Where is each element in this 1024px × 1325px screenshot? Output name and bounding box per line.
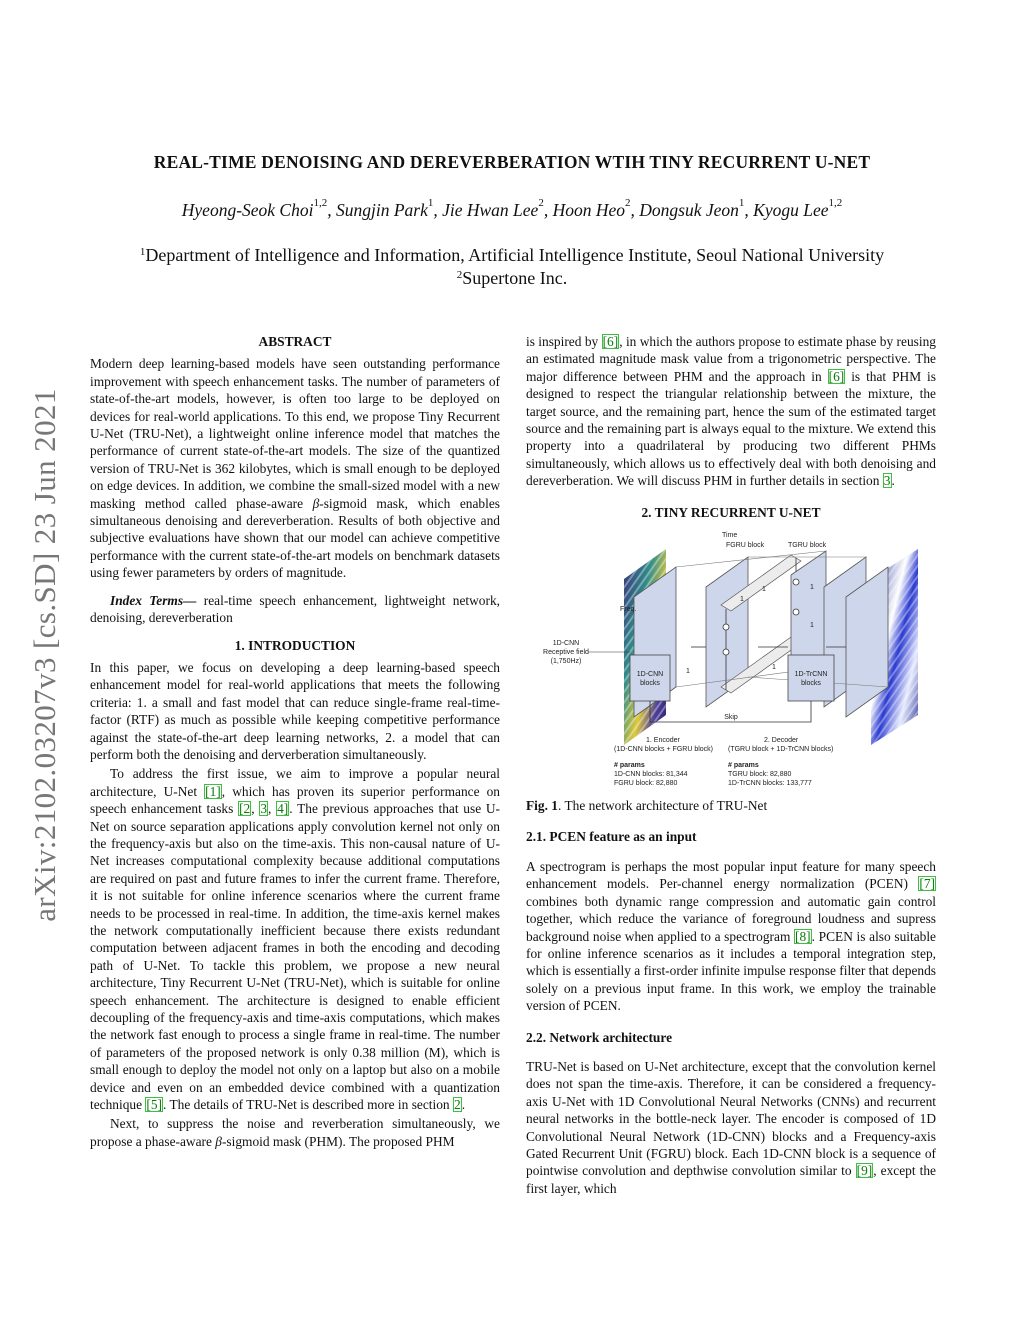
svg-text:FGRU block: 82,880: FGRU block: 82,880 bbox=[614, 780, 678, 788]
encoder-block-label: 1D-CNN bbox=[636, 671, 664, 679]
encoder-params-heading: # params bbox=[614, 762, 645, 770]
svg-text:blocks: blocks bbox=[801, 680, 821, 688]
subsection-2-1-heading: 2.1. PCEN feature as an input bbox=[526, 829, 697, 845]
network-architecture-figure bbox=[526, 527, 936, 797]
citation-link[interactable]: [6] bbox=[602, 334, 619, 349]
abstract-text: Modern deep learning-based models have seen outstanding performance improvement with speech enhancement tasks. The number of parameters of state-of-the-art models, however, is often too large to be deployed on devices for real-world applications. To this end, we propose Tiny Recurrent U-Net (TRU-Net), a lightweight online inference model that matches the performance of current state-of-the-art models. The size of the quantized version of TRU-Net is 362 kilobytes, which is small enough to be deployed on edge devices. In addition, we combine the small-sized model with a new masking method called phase-aware β-sigmoid mask, which enables simultaneous denoising and dereverberation. Results of both objective and subjective evaluations have shown that our model can achieve competitive performance with the current state-of-the-art models on benchmark datasets using fewer parameters by orders of magnitude. bbox=[90, 356, 500, 581]
encoder-label: 1. Encoder bbox=[646, 737, 680, 745]
freq-label: Freq. bbox=[620, 606, 637, 614]
fgru-label: FGRU block bbox=[726, 542, 765, 550]
left-column bbox=[90, 333, 500, 1150]
figure-caption: Fig. 1. The network architecture of TRU-Net bbox=[526, 798, 768, 814]
pcen-paragraph: A spectrogram is perhaps the most popular input feature for many speech enhancement models. Per-channel energy normalization (PCEN) [7] combines both dynamic range compression and automatic gain control together, which reduce the variance of foreground loudness and supress background noise when applied to a spectrogram [8]. PCEN is also suitable for online inference scenarios as it includes a temporal integration step, which is essentially a first-order infinite impulse response filter that depends solely on a previous input frame. In this work, we employ the trainable version of PCEN. bbox=[526, 858, 937, 1014]
subsection-2-2-heading: 2.2. Network architecture bbox=[526, 1029, 673, 1045]
author: Jie Hwan Lee bbox=[442, 200, 539, 220]
svg-text:1: 1 bbox=[740, 596, 744, 604]
skip-label: Skip bbox=[724, 714, 738, 722]
decoder-trcnn-block bbox=[788, 655, 834, 701]
svg-text:1D-CNN blocks: 81,344: 1D-CNN blocks: 81,344 bbox=[614, 771, 688, 779]
affiliation-2: $^2$Supertone Inc. bbox=[456, 268, 568, 288]
receptive-field-label: 1D-CNN bbox=[552, 640, 580, 648]
arxiv-id: arXiv:2102.03207v3 [cs.SD] 23 Jun 2021 bbox=[27, 388, 62, 922]
citation-link[interactable]: [6] bbox=[828, 368, 845, 384]
author-list: Hyeong-Seok Choi$^{1,2}$, Sungjin Park$^1$, Jie Hwan Lee$^2$, Hoon Heo$^2$, Dongsuk Jeon$^1$, Kyogu Lee$^{1,2}$ bbox=[181, 197, 843, 220]
section-link[interactable]: 2 bbox=[453, 1097, 461, 1113]
citation-link[interactable]: [1] bbox=[205, 783, 221, 799]
time-label: Time bbox=[722, 532, 738, 540]
intro-paragraph-2: To address the first issue, we aim to improve a popular neural architecture, U-Net [1], which has proven its superior performance on speech enhancement tasks [2, 3, 4]. The previous approaches that use U-Net on source separation applications apply convolution kernel not only on the frequency-axis but also on the time-axis. This non-causal nature of U-Net increases computational complexity because additional computations are required on past and future frames to infer the current frame. Therefore, it is not suitable for online inference scenarios where the current frame needs to be processed in real-time. In addition, the time-axis kernel makes the network computationally inefficient because there exists redundant computation between adjacent frames in both the encoding and decoding path of U-Net. To tackle this problem, we propose a new neural architecture, Tiny Recurrent U-Net (TRU-Net), which is suitable for online speech enhancement. The architecture is designed to enable efficient decoupling of the frequency-axis and time-axis computations, which makes the network fast enough to process a single frame in real-time. The number of parameters of the proposed network is only 0.38 million (M), which is small enough to deploy the model not only on a laptop but also on a mobile device and even on an embedded device combined with a quantization technique [5]. The details of TRU-Net is described more in section 2. bbox=[90, 766, 501, 1113]
svg-text:Receptive field: Receptive field bbox=[543, 649, 589, 657]
author: Hoon Heo bbox=[552, 200, 625, 220]
section-link[interactable]: 3 bbox=[883, 473, 891, 489]
citation-link[interactable]: [8] bbox=[795, 928, 811, 944]
svg-text:1: 1 bbox=[762, 586, 766, 594]
paper-title: REAL-TIME DENOISING AND DEREVERBERATION WTIH TINY RECURRENT U-NET bbox=[153, 152, 871, 172]
svg-text:1D-TrCNN blocks: 133,777: 1D-TrCNN blocks: 133,777 bbox=[728, 780, 812, 788]
right-column bbox=[526, 333, 936, 1197]
arxiv-sidebar bbox=[22, 360, 68, 950]
abstract-heading: ABSTRACT bbox=[258, 334, 332, 349]
decoder-block-label: 1D-TrCNN bbox=[794, 671, 828, 679]
svg-text:(TGRU block + 1D-TrCNN blocks): (TGRU block + 1D-TrCNN blocks) bbox=[728, 746, 834, 754]
svg-text:1: 1 bbox=[772, 664, 776, 672]
citation-link[interactable]: [5] bbox=[146, 1097, 163, 1113]
phm-paragraph: is inspired by [6], in which the authors propose to estimate phase by reusing an estimated magnitude mask value from a trigonometric perspective. The major difference between PHM and the approach in [6] is that PHM is designed to respect the triangular relationship between the mixture, the target source, and the remaining part, hence the sum of the estimated target source and the remaining part is always equal to the mixture. We extend this property into a quadrilateral by producing two different PHMs simultaneously, which allows us to effectively deal with both denoising and dereverberation. We will discuss PHM in further details in section 3. bbox=[526, 334, 936, 489]
decoder-label: 2. Decoder bbox=[764, 737, 799, 745]
intro-heading: 1. INTRODUCTION bbox=[234, 637, 356, 653]
citation-link[interactable]: [9] bbox=[856, 1163, 873, 1179]
encoder-cnn-block bbox=[630, 655, 670, 701]
affiliation-1: $^1$Department of Intelligence and Information, Artificial Intelligence Institute, Seoul National University bbox=[139, 245, 885, 265]
svg-text:blocks: blocks bbox=[640, 680, 660, 688]
svg-text:1: 1 bbox=[686, 668, 690, 676]
citation-link[interactable]: [2 bbox=[239, 801, 251, 817]
author: Sungjin Park bbox=[335, 200, 428, 220]
citation-link[interactable]: 3 bbox=[260, 801, 268, 817]
affiliations bbox=[60, 244, 964, 290]
network-architecture-paragraph: TRU-Net is based on U-Net architecture, except that the convolution kernel does not span the time-axis. Therefore, it can be considered a frequency-axis U-Net with 1D Convolutional Neural Networks (CNNs) and recurrent neural networks in the bottle-neck layer. The encoder is composed of 1D Convolutional Neural Network (1D-CNN) blocks and a Frequency-axis Gated Recurrent Unit (FGRU) block. Each 1D-CNN block is a sequence of pointwise convolution and depthwise convolution similar to [9], except the first layer, which bbox=[526, 1058, 937, 1196]
svg-text:1: 1 bbox=[810, 584, 814, 592]
svg-text:TGRU block: 82,880: TGRU block: 82,880 bbox=[728, 771, 792, 779]
author: Kyogu Lee bbox=[753, 200, 829, 220]
intro-paragraph-1: In this paper, we focus on developing a deep learning-based speech enhancement model for real-world applications that meets the following criteria: 1. a small and fast model that can reduce single-frame real-time-factor (RTF) as much as possible while keeping competitive performance against the state-of-the-art deep learning networks, 2. a model that can perform both the denoising and derverberation simultaneously. bbox=[90, 659, 500, 762]
author: Hyeong-Seok Choi bbox=[181, 200, 314, 220]
author: Dongsuk Jeon bbox=[639, 200, 739, 220]
section-2-heading: 2. TINY RECURRENT U-NET bbox=[641, 504, 821, 520]
svg-text:(1,750Hz): (1,750Hz) bbox=[550, 658, 582, 666]
tgru-label: TGRU block bbox=[788, 542, 827, 550]
index-terms: Index Terms— real-time speech enhancement, lightweight network, denoising, dereverberation bbox=[90, 592, 500, 626]
citation-link[interactable]: 4] bbox=[277, 801, 289, 817]
intro-paragraph-3: Next, to suppress the noise and reverberation simultaneously, we propose a phase-aware β-sigmoid mask (PHM). The proposed PHM bbox=[90, 1116, 500, 1149]
svg-text:(1D-CNN blocks + FGRU block): (1D-CNN blocks + FGRU block) bbox=[614, 746, 713, 754]
decoder-params-heading: # params bbox=[728, 762, 759, 770]
citation-link[interactable]: [7] bbox=[919, 876, 935, 892]
svg-text:1: 1 bbox=[810, 622, 814, 630]
architecture-diagram bbox=[526, 527, 936, 797]
